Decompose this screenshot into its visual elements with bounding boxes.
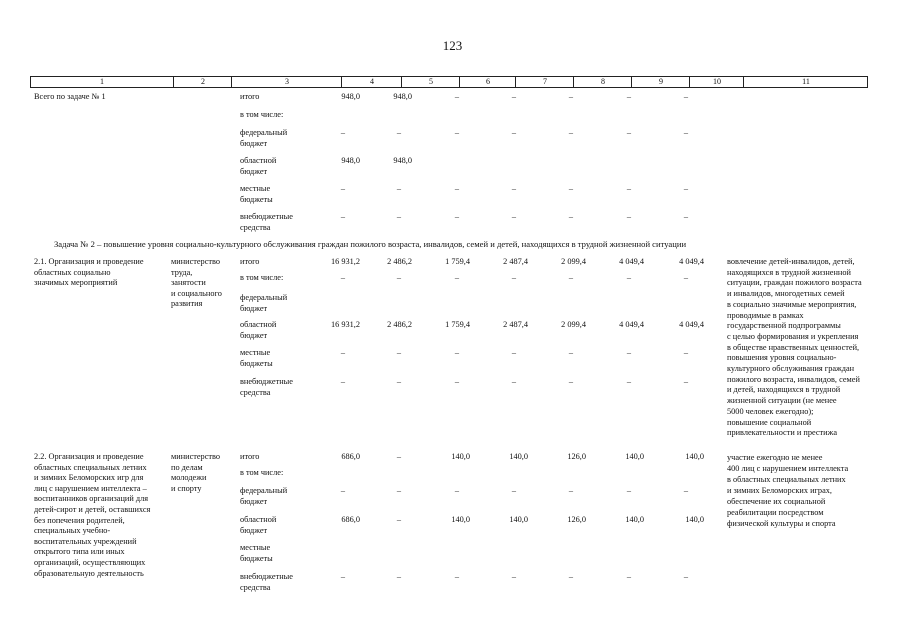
task1-local-col-8: – — [568, 184, 574, 193]
task1-local-col-4: – — [340, 184, 346, 193]
measure-2-1-local-col-7: – — [511, 348, 517, 357]
measure-2-1-extra-col-7: – — [511, 377, 517, 386]
measure-2-1-total-col-4: 16 931,2 — [330, 257, 360, 266]
task1-federal-col-5: – — [396, 128, 402, 137]
measure-2-1-including-col-6: – — [454, 273, 460, 282]
header-col-7: 7 — [515, 77, 574, 87]
task1-federal-col-8: – — [568, 128, 574, 137]
task1-label-including: в том числе: — [240, 110, 284, 119]
measure-2-1-label-regional: областной бюджет — [240, 320, 277, 340]
measure-2-2-federal-col-7: – — [511, 486, 517, 495]
measure-2-1-including-col-7: – — [511, 273, 517, 282]
measure-2-1-total-col-6: 1 759,4 — [445, 257, 470, 266]
measure-2-2-executor: министерство по делам молодежи и спорту — [171, 452, 221, 493]
measure-2-2-name: 2.2. Организация и проведение областных специальных летних и зимних Беломорских игр для лиц с нарушением интеллекта – воспитанников организаций для детей-сирот и детей, оставшихся без попечения родителей, специальных учебно- воспитательных учреждений открытого типа или иных организаций, осуществляющих образовательную деятельность — [34, 452, 151, 578]
measure-2-1-total-col-9: 4 049,4 — [619, 257, 644, 266]
measure-2-1-total-col-5: 2 486,2 — [387, 257, 412, 266]
measure-2-1-total-col-7: 2 487,4 — [503, 257, 528, 266]
measure-2-2-extra-col-6: – — [454, 572, 460, 581]
measure-2-1-extra-col-6: – — [454, 377, 460, 386]
measure-2-2-total-col-10: 140,0 — [685, 452, 704, 461]
task1-federal-col-6: – — [454, 128, 460, 137]
measure-2-1-extra-col-4: – — [340, 377, 346, 386]
measure-2-2-federal-col-10: – — [683, 486, 689, 495]
measure-2-2-label-extra: внебюджетные средства — [240, 572, 293, 592]
measure-2-1-local-col-9: – — [626, 348, 632, 357]
measure-2-1-regional-col-9: 4 049,4 — [619, 320, 644, 329]
measure-2-1-regional-col-4: 16 931,2 — [330, 320, 360, 329]
task1-regional-col-4: 948,0 — [341, 156, 360, 165]
task1-local-col-7: – — [511, 184, 517, 193]
task1-local-col-6: – — [454, 184, 460, 193]
measure-2-1-result: вовлечение детей-инвалидов, детей, находящихся в трудной жизненной ситуации, граждан пожилого возраста и инвалидов, многодетных семей в социально значимые мероприятия, проводимые в рамках государственной подпрограммы с целью формирования и укрепления в обществе нравственных ценностей, повышения уровня социально- культурного обслуживания граждан пожилого возраста, инвалидов, семей и детей, находящихся в трудной жизненной ситуации (не менее 5000 человек ежегодно); повышение социальной привлекательности и престижа — [727, 257, 862, 438]
measure-2-1-regional-col-7: 2 487,4 — [503, 320, 528, 329]
measure-2-2-extra-col-9: – — [626, 572, 632, 581]
page-number: 123 — [442, 38, 463, 53]
column-number-header — [30, 76, 868, 88]
task2-heading: Задача № 2 – повышение уровня социально-культурного обслуживания граждан пожилого возраста, инвалидов, семей и детей, находящихся в трудной жизненной ситуации — [54, 239, 687, 249]
measure-2-2-regional-col-6: 140,0 — [451, 515, 470, 524]
task1-total-col-10: – — [683, 92, 689, 101]
measure-2-1-regional-col-6: 1 759,4 — [445, 320, 470, 329]
measure-2-2-regional-col-9: 140,0 — [625, 515, 644, 524]
task1-label-extra: внебюджетные средства — [240, 212, 293, 232]
header-col-9: 9 — [631, 77, 690, 87]
measure-2-2-total-col-7: 140,0 — [509, 452, 528, 461]
task1-extra-col-5: – — [396, 212, 402, 221]
measure-2-2-label-federal: федеральный бюджет — [240, 486, 288, 506]
measure-2-1-extra-col-5: – — [396, 377, 402, 386]
task1-label-federal: федеральный бюджет — [240, 128, 288, 148]
task1-total-col-4: 948,0 — [341, 92, 360, 101]
measure-2-2-label-local: местные бюджеты — [240, 543, 273, 563]
measure-2-1-label-local: местные бюджеты — [240, 348, 273, 368]
measure-2-2-result: участие ежегодно не менее 400 лиц с нарушением интеллекта в областных специальных летних и зимних Беломорских играх, обеспечение их социальной реабилитации посредством физической культуры и спорта — [727, 453, 849, 528]
measure-2-1-label-total: итого — [240, 257, 260, 266]
task1-label-local: местные бюджеты — [240, 184, 273, 204]
measure-2-2-regional-col-7: 140,0 — [509, 515, 528, 524]
measure-2-1-executor: министерство труда, занятости и социального развития — [171, 257, 222, 309]
measure-2-2-total-col-4: 686,0 — [341, 452, 360, 461]
task1-total-col-6: – — [454, 92, 460, 101]
task1-extra-col-7: – — [511, 212, 517, 221]
measure-2-2-extra-col-10: – — [683, 572, 689, 581]
task1-regional-col-5: 948,0 — [393, 156, 412, 165]
measure-2-1-total-col-8: 2 099,4 — [561, 257, 586, 266]
measure-2-2-total-col-8: 126,0 — [567, 452, 586, 461]
measure-2-2-federal-col-8: – — [568, 486, 574, 495]
measure-2-1-total-col-10: 4 049,4 — [679, 257, 704, 266]
measure-2-1-local-col-4: – — [340, 348, 346, 357]
measure-2-2-extra-col-4: – — [340, 572, 346, 581]
task1-federal-col-10: – — [683, 128, 689, 137]
measure-2-1-including-col-5: – — [396, 273, 402, 282]
header-col-1: 1 — [100, 77, 104, 86]
measure-2-2-extra-col-8: – — [568, 572, 574, 581]
measure-2-1-regional-col-8: 2 099,4 — [561, 320, 586, 329]
task1-total-col-9: – — [626, 92, 632, 101]
measure-2-1-extra-col-10: – — [683, 377, 689, 386]
measure-2-1-regional-col-5: 2 486,2 — [387, 320, 412, 329]
measure-2-2-federal-col-9: – — [626, 486, 632, 495]
header-col-6: 6 — [459, 77, 516, 87]
measure-2-1-label-including: в том числе: — [240, 273, 284, 282]
task1-total-col-8: – — [568, 92, 574, 101]
measure-2-1-including-col-10: – — [683, 273, 689, 282]
task1-extra-col-10: – — [683, 212, 689, 221]
measure-2-2-label-including: в том числе: — [240, 468, 284, 477]
measure-2-1-including-col-8: – — [568, 273, 574, 282]
task1-total-title: Всего по задаче № 1 — [34, 92, 106, 101]
measure-2-1-local-col-5: – — [396, 348, 402, 357]
header-col-10: 10 — [689, 77, 744, 87]
task1-local-col-10: – — [683, 184, 689, 193]
measure-2-2-total-col-6: 140,0 — [451, 452, 470, 461]
measure-2-1-including-col-9: – — [626, 273, 632, 282]
task1-federal-col-7: – — [511, 128, 517, 137]
measure-2-2-regional-col-10: 140,0 — [685, 515, 704, 524]
task1-label-total: итого — [240, 92, 260, 101]
measure-2-2-federal-col-4: – — [340, 486, 346, 495]
measure-2-1-local-col-6: – — [454, 348, 460, 357]
measure-2-2-regional-col-4: 686,0 — [341, 515, 360, 524]
measure-2-2-federal-col-5: – — [396, 486, 402, 495]
header-col-3: 3 — [231, 77, 342, 87]
task1-local-col-9: – — [626, 184, 632, 193]
measure-2-1-extra-col-8: – — [568, 377, 574, 386]
task1-extra-col-4: – — [340, 212, 346, 221]
measure-2-2-federal-col-6: – — [454, 486, 460, 495]
task1-federal-col-4: – — [340, 128, 346, 137]
header-col-8: 8 — [573, 77, 632, 87]
header-col-11: 11 — [743, 77, 868, 87]
header-col-2: 2 — [173, 77, 232, 87]
task1-total-col-7: – — [511, 92, 517, 101]
measure-2-1-label-extra: внебюджетные средства — [240, 377, 293, 397]
measure-2-1-local-col-10: – — [683, 348, 689, 357]
task1-local-col-5: – — [396, 184, 402, 193]
task1-extra-col-9: – — [626, 212, 632, 221]
measure-2-2-extra-col-7: – — [511, 572, 517, 581]
header-col-5: 5 — [401, 77, 460, 87]
measure-2-1-regional-col-10: 4 049,4 — [679, 320, 704, 329]
measure-2-2-label-total: итого — [240, 452, 260, 461]
task1-total-col-5: 948,0 — [393, 92, 412, 101]
task1-federal-col-9: – — [626, 128, 632, 137]
measure-2-1-local-col-8: – — [568, 348, 574, 357]
measure-2-2-label-regional: областной бюджет — [240, 515, 277, 535]
measure-2-1-label-federal: федеральный бюджет — [240, 293, 288, 313]
measure-2-1-including-col-4: – — [340, 273, 346, 282]
measure-2-2-extra-col-5: – — [396, 572, 402, 581]
measure-2-1-name: 2.1. Организация и проведение областных социально значимых мероприятий — [34, 257, 144, 288]
measure-2-2-regional-col-8: 126,0 — [567, 515, 586, 524]
header-col-4: 4 — [341, 77, 402, 87]
task1-extra-col-8: – — [568, 212, 574, 221]
measure-2-2-total-col-9: 140,0 — [625, 452, 644, 461]
measure-2-2-total-col-5: – — [396, 452, 402, 461]
measure-2-1-extra-col-9: – — [626, 377, 632, 386]
task1-extra-col-6: – — [454, 212, 460, 221]
task1-label-regional: областной бюджет — [240, 156, 277, 176]
measure-2-2-regional-col-5: – — [396, 515, 402, 524]
